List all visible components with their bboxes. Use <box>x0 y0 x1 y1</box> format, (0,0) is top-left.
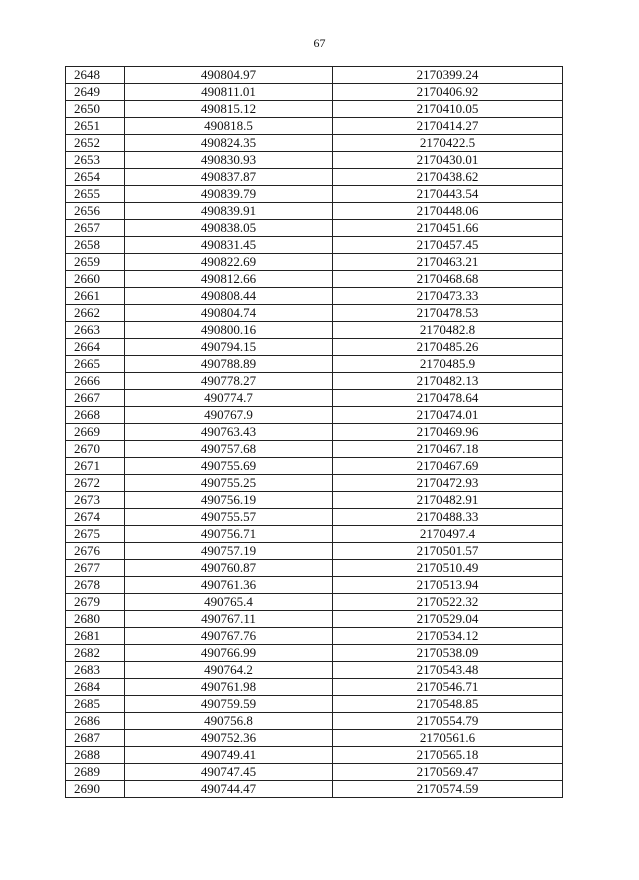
y-coordinate-cell: 2170482.91 <box>333 492 563 509</box>
y-coordinate-cell: 2170438.62 <box>333 169 563 186</box>
point-number-cell: 2665 <box>66 356 125 373</box>
point-number-cell: 2655 <box>66 186 125 203</box>
table-row <box>66 424 563 441</box>
table-row <box>66 339 563 356</box>
x-coordinate-cell: 490838.05 <box>125 220 333 237</box>
y-coordinate-cell: 2170546.71 <box>333 679 563 696</box>
y-coordinate-cell: 2170554.79 <box>333 713 563 730</box>
table-row <box>66 271 563 288</box>
y-coordinate-cell: 2170448.06 <box>333 203 563 220</box>
y-coordinate-cell: 2170399.24 <box>333 67 563 84</box>
x-coordinate-cell: 490760.87 <box>125 560 333 577</box>
point-number-cell: 2680 <box>66 611 125 628</box>
point-number-cell: 2653 <box>66 152 125 169</box>
point-number-cell: 2648 <box>66 67 125 84</box>
point-number-cell: 2688 <box>66 747 125 764</box>
page-number: 67 <box>313 36 326 50</box>
x-coordinate-cell: 490778.27 <box>125 373 333 390</box>
table-row <box>66 611 563 628</box>
table-row <box>66 696 563 713</box>
table-row <box>66 169 563 186</box>
y-coordinate-cell: 2170497.4 <box>333 526 563 543</box>
point-number-cell: 2649 <box>66 84 125 101</box>
table-row <box>66 407 563 424</box>
y-coordinate-cell: 2170422.5 <box>333 135 563 152</box>
x-coordinate-cell: 490761.98 <box>125 679 333 696</box>
coordinates-table-body <box>66 67 563 798</box>
point-number-cell: 2666 <box>66 373 125 390</box>
x-coordinate-cell: 490756.71 <box>125 526 333 543</box>
table-row <box>66 220 563 237</box>
y-coordinate-cell: 2170414.27 <box>333 118 563 135</box>
point-number-cell: 2670 <box>66 441 125 458</box>
x-coordinate-cell: 490804.74 <box>125 305 333 322</box>
table-row <box>66 288 563 305</box>
x-coordinate-cell: 490811.01 <box>125 84 333 101</box>
table-row <box>66 118 563 135</box>
point-number-cell: 2678 <box>66 577 125 594</box>
y-coordinate-cell: 2170469.96 <box>333 424 563 441</box>
x-coordinate-cell: 490749.41 <box>125 747 333 764</box>
point-number-cell: 2660 <box>66 271 125 288</box>
x-coordinate-cell: 490824.35 <box>125 135 333 152</box>
y-coordinate-cell: 2170534.12 <box>333 628 563 645</box>
table-row <box>66 730 563 747</box>
table-row <box>66 254 563 271</box>
x-coordinate-cell: 490752.36 <box>125 730 333 747</box>
point-number-cell: 2656 <box>66 203 125 220</box>
table-row <box>66 560 563 577</box>
x-coordinate-cell: 490765.4 <box>125 594 333 611</box>
x-coordinate-cell: 490764.2 <box>125 662 333 679</box>
y-coordinate-cell: 2170501.57 <box>333 543 563 560</box>
table-row <box>66 186 563 203</box>
x-coordinate-cell: 490757.19 <box>125 543 333 560</box>
y-coordinate-cell: 2170406.92 <box>333 84 563 101</box>
table-row <box>66 84 563 101</box>
table-row <box>66 628 563 645</box>
y-coordinate-cell: 2170451.66 <box>333 220 563 237</box>
y-coordinate-cell: 2170485.9 <box>333 356 563 373</box>
point-number-cell: 2686 <box>66 713 125 730</box>
table-row <box>66 492 563 509</box>
point-number-cell: 2663 <box>66 322 125 339</box>
y-coordinate-cell: 2170522.32 <box>333 594 563 611</box>
point-number-cell: 2682 <box>66 645 125 662</box>
x-coordinate-cell: 490755.69 <box>125 458 333 475</box>
point-number-cell: 2671 <box>66 458 125 475</box>
point-number-cell: 2672 <box>66 475 125 492</box>
x-coordinate-cell: 490755.25 <box>125 475 333 492</box>
point-number-cell: 2650 <box>66 101 125 118</box>
y-coordinate-cell: 2170488.33 <box>333 509 563 526</box>
point-number-cell: 2673 <box>66 492 125 509</box>
point-number-cell: 2651 <box>66 118 125 135</box>
y-coordinate-cell: 2170467.69 <box>333 458 563 475</box>
x-coordinate-cell: 490815.12 <box>125 101 333 118</box>
y-coordinate-cell: 2170510.49 <box>333 560 563 577</box>
y-coordinate-cell: 2170482.13 <box>333 373 563 390</box>
table-row <box>66 781 563 798</box>
x-coordinate-cell: 490763.43 <box>125 424 333 441</box>
point-number-cell: 2667 <box>66 390 125 407</box>
table-row <box>66 679 563 696</box>
x-coordinate-cell: 490766.99 <box>125 645 333 662</box>
x-coordinate-cell: 490755.57 <box>125 509 333 526</box>
y-coordinate-cell: 2170468.68 <box>333 271 563 288</box>
point-number-cell: 2689 <box>66 764 125 781</box>
x-coordinate-cell: 490830.93 <box>125 152 333 169</box>
table-row <box>66 67 563 84</box>
table-row <box>66 594 563 611</box>
point-number-cell: 2675 <box>66 526 125 543</box>
table-row <box>66 458 563 475</box>
point-number-cell: 2664 <box>66 339 125 356</box>
point-number-cell: 2657 <box>66 220 125 237</box>
x-coordinate-cell: 490767.11 <box>125 611 333 628</box>
x-coordinate-cell: 490774.7 <box>125 390 333 407</box>
point-number-cell: 2679 <box>66 594 125 611</box>
x-coordinate-cell: 490767.76 <box>125 628 333 645</box>
point-number-cell: 2659 <box>66 254 125 271</box>
table-row <box>66 135 563 152</box>
y-coordinate-cell: 2170574.59 <box>333 781 563 798</box>
y-coordinate-cell: 2170485.26 <box>333 339 563 356</box>
x-coordinate-cell: 490761.36 <box>125 577 333 594</box>
x-coordinate-cell: 490812.66 <box>125 271 333 288</box>
table-row <box>66 645 563 662</box>
table-row <box>66 203 563 220</box>
point-number-cell: 2661 <box>66 288 125 305</box>
y-coordinate-cell: 2170472.93 <box>333 475 563 492</box>
point-number-cell: 2683 <box>66 662 125 679</box>
x-coordinate-cell: 490788.89 <box>125 356 333 373</box>
x-coordinate-cell: 490822.69 <box>125 254 333 271</box>
point-number-cell: 2687 <box>66 730 125 747</box>
table-row <box>66 101 563 118</box>
point-number-cell: 2674 <box>66 509 125 526</box>
table-row <box>66 543 563 560</box>
table-row <box>66 475 563 492</box>
table-row <box>66 237 563 254</box>
point-number-cell: 2668 <box>66 407 125 424</box>
point-number-cell: 2685 <box>66 696 125 713</box>
y-coordinate-cell: 2170529.04 <box>333 611 563 628</box>
y-coordinate-cell: 2170474.01 <box>333 407 563 424</box>
y-coordinate-cell: 2170561.6 <box>333 730 563 747</box>
x-coordinate-cell: 490756.19 <box>125 492 333 509</box>
table-row <box>66 373 563 390</box>
x-coordinate-cell: 490759.59 <box>125 696 333 713</box>
y-coordinate-cell: 2170548.85 <box>333 696 563 713</box>
x-coordinate-cell: 490839.91 <box>125 203 333 220</box>
point-number-cell: 2690 <box>66 781 125 798</box>
point-number-cell: 2681 <box>66 628 125 645</box>
point-number-cell: 2654 <box>66 169 125 186</box>
y-coordinate-cell: 2170473.33 <box>333 288 563 305</box>
table-row <box>66 662 563 679</box>
y-coordinate-cell: 2170467.18 <box>333 441 563 458</box>
table-row <box>66 390 563 407</box>
y-coordinate-cell: 2170538.09 <box>333 645 563 662</box>
point-number-cell: 2662 <box>66 305 125 322</box>
y-coordinate-cell: 2170569.47 <box>333 764 563 781</box>
table-row <box>66 322 563 339</box>
x-coordinate-cell: 490837.87 <box>125 169 333 186</box>
x-coordinate-cell: 490747.45 <box>125 764 333 781</box>
y-coordinate-cell: 2170482.8 <box>333 322 563 339</box>
x-coordinate-cell: 490804.97 <box>125 67 333 84</box>
x-coordinate-cell: 490794.15 <box>125 339 333 356</box>
y-coordinate-cell: 2170478.64 <box>333 390 563 407</box>
y-coordinate-cell: 2170543.48 <box>333 662 563 679</box>
point-number-cell: 2652 <box>66 135 125 152</box>
x-coordinate-cell: 490757.68 <box>125 441 333 458</box>
x-coordinate-cell: 490767.9 <box>125 407 333 424</box>
table-row <box>66 526 563 543</box>
point-number-cell: 2677 <box>66 560 125 577</box>
x-coordinate-cell: 490808.44 <box>125 288 333 305</box>
table-row <box>66 356 563 373</box>
table-row <box>66 441 563 458</box>
y-coordinate-cell: 2170478.53 <box>333 305 563 322</box>
point-number-cell: 2684 <box>66 679 125 696</box>
y-coordinate-cell: 2170430.01 <box>333 152 563 169</box>
table-row <box>66 305 563 322</box>
y-coordinate-cell: 2170463.21 <box>333 254 563 271</box>
point-number-cell: 2676 <box>66 543 125 560</box>
x-coordinate-cell: 490744.47 <box>125 781 333 798</box>
point-number-cell: 2669 <box>66 424 125 441</box>
coordinates-table <box>65 66 563 798</box>
x-coordinate-cell: 490818.5 <box>125 118 333 135</box>
table-row <box>66 152 563 169</box>
x-coordinate-cell: 490839.79 <box>125 186 333 203</box>
table-row <box>66 747 563 764</box>
table-row <box>66 764 563 781</box>
y-coordinate-cell: 2170443.54 <box>333 186 563 203</box>
table-row <box>66 713 563 730</box>
point-number-cell: 2658 <box>66 237 125 254</box>
table-row <box>66 509 563 526</box>
table-row <box>66 577 563 594</box>
y-coordinate-cell: 2170565.18 <box>333 747 563 764</box>
x-coordinate-cell: 490800.16 <box>125 322 333 339</box>
y-coordinate-cell: 2170457.45 <box>333 237 563 254</box>
x-coordinate-cell: 490831.45 <box>125 237 333 254</box>
x-coordinate-cell: 490756.8 <box>125 713 333 730</box>
y-coordinate-cell: 2170410.05 <box>333 101 563 118</box>
y-coordinate-cell: 2170513.94 <box>333 577 563 594</box>
